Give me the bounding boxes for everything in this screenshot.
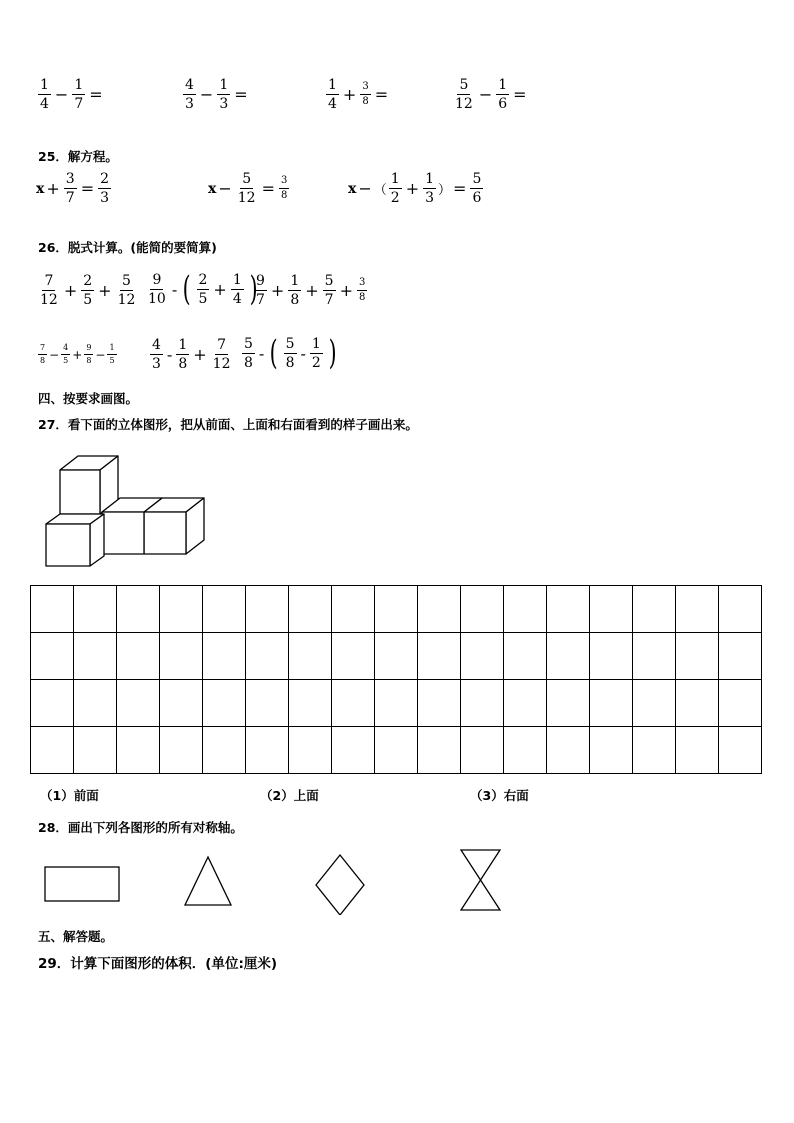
numerator: 3 xyxy=(279,176,289,189)
fraction xyxy=(284,337,297,370)
fraction xyxy=(496,78,509,111)
left-paren: ( xyxy=(182,269,191,309)
rhombus-shape xyxy=(316,855,364,915)
calc-item-2 xyxy=(181,78,250,111)
fraction xyxy=(279,176,289,201)
grid-cell[interactable] xyxy=(74,727,117,774)
equals-sign: = xyxy=(261,179,275,198)
denominator: 7 xyxy=(256,292,265,308)
numerator: 5 xyxy=(459,77,469,93)
question-28-title: 28．画出下列各图形的所有对称轴。 xyxy=(38,820,243,835)
numerator: 2 xyxy=(198,271,208,288)
grid-cell[interactable] xyxy=(590,633,633,680)
denominator: 8 xyxy=(178,356,188,372)
fraction xyxy=(84,344,93,365)
numerator: 5 xyxy=(285,335,295,352)
fraction xyxy=(150,338,163,371)
operator: − xyxy=(49,347,60,362)
fraction xyxy=(217,78,230,111)
variable-x: x xyxy=(348,180,357,197)
right-paren: ) xyxy=(328,333,337,373)
operator: + xyxy=(305,281,319,300)
operator: + xyxy=(342,85,357,104)
left-paren: （ xyxy=(373,183,387,198)
grid-cell[interactable] xyxy=(117,633,160,680)
numerator: 2 xyxy=(83,273,93,289)
calc-expression-4 xyxy=(36,344,119,365)
grid-cell[interactable] xyxy=(676,633,719,680)
denominator: 6 xyxy=(472,190,482,206)
grid-cell[interactable] xyxy=(375,586,418,633)
equals-sign: = xyxy=(453,179,467,198)
calc-item-1 xyxy=(36,78,105,111)
denominator: 8 xyxy=(362,96,369,107)
grid-cell[interactable] xyxy=(676,680,719,727)
denominator: 12 xyxy=(40,292,58,308)
numerator: 7 xyxy=(217,337,227,353)
numerator: 4 xyxy=(152,337,161,353)
grid-cell[interactable] xyxy=(289,633,332,680)
numerator: 9 xyxy=(152,271,162,288)
grid-cell[interactable] xyxy=(289,680,332,727)
calc-expression-2 xyxy=(144,269,261,309)
grid-cell[interactable] xyxy=(547,680,590,727)
grid-cell[interactable] xyxy=(160,633,203,680)
grid-cell[interactable] xyxy=(547,586,590,633)
numerator: 1 xyxy=(328,77,337,93)
denominator: 12 xyxy=(212,356,231,372)
operator: − xyxy=(218,179,232,198)
fraction xyxy=(453,78,475,111)
operator: - xyxy=(258,343,265,363)
grid-cell[interactable] xyxy=(246,727,289,774)
denominator: 8 xyxy=(86,356,92,365)
operator: − xyxy=(478,85,493,104)
rectangle-shape xyxy=(45,867,119,901)
symmetry-shapes xyxy=(40,845,510,915)
numerator: 1 xyxy=(74,77,84,93)
equals-sign: = xyxy=(89,85,103,104)
denominator: 5 xyxy=(63,356,69,365)
denominator: 7 xyxy=(324,292,334,308)
grid-cell[interactable] xyxy=(289,586,332,633)
grid-cell[interactable] xyxy=(418,727,461,774)
denominator: 7 xyxy=(74,96,84,112)
grid-cell[interactable] xyxy=(633,727,676,774)
denominator: 7 xyxy=(65,190,75,206)
equation-2 xyxy=(208,172,291,205)
denominator: 10 xyxy=(148,290,166,307)
triangle-shape xyxy=(185,857,231,905)
denominator: 3 xyxy=(219,96,229,112)
hourglass-shape xyxy=(461,850,500,910)
numerator: 1 xyxy=(232,271,242,288)
fraction xyxy=(72,78,85,111)
denominator: 2 xyxy=(390,190,400,206)
operator: − xyxy=(199,85,214,104)
grid-label-top: （2）上面 xyxy=(260,788,319,803)
grid-cell[interactable] xyxy=(418,586,461,633)
grid-cell[interactable] xyxy=(203,586,246,633)
drawing-grid[interactable] xyxy=(30,585,762,774)
fraction xyxy=(254,274,267,307)
fraction xyxy=(326,78,339,111)
calc-expression-1 xyxy=(36,274,139,307)
denominator: 12 xyxy=(237,190,256,206)
cube-side-face xyxy=(90,514,104,566)
grid-cell[interactable] xyxy=(117,727,160,774)
numerator: 9 xyxy=(84,344,93,355)
numerator: 2 xyxy=(100,171,110,187)
denominator: 8 xyxy=(40,356,46,365)
calc-item-4 xyxy=(451,78,529,111)
operator: + xyxy=(270,281,285,300)
numerator: 5 xyxy=(472,171,482,187)
fraction xyxy=(98,172,111,205)
numerator: 4 xyxy=(61,344,70,355)
fraction xyxy=(242,337,255,370)
numerator: 5 xyxy=(122,273,131,289)
numerator: 7 xyxy=(38,344,47,355)
denominator: 3 xyxy=(185,96,194,112)
cube-front-face xyxy=(102,512,144,554)
fraction xyxy=(176,338,189,371)
grid-cell[interactable] xyxy=(418,633,461,680)
numerator: 1 xyxy=(40,77,49,93)
denominator: 4 xyxy=(232,290,242,307)
denominator: 3 xyxy=(100,190,110,206)
fraction xyxy=(389,172,402,205)
grid-cell[interactable] xyxy=(676,727,719,774)
operator: + xyxy=(46,179,60,198)
grid-cell[interactable] xyxy=(203,633,246,680)
variable-x: x xyxy=(208,180,217,197)
fraction xyxy=(236,172,258,205)
right-paren: ) xyxy=(249,269,258,309)
fraction xyxy=(183,78,196,111)
numerator: 9 xyxy=(256,273,265,289)
operator: - xyxy=(166,345,173,364)
grid-cell[interactable] xyxy=(633,680,676,727)
operator: + xyxy=(193,345,207,364)
grid-cell[interactable] xyxy=(504,633,547,680)
grid-cell[interactable] xyxy=(203,727,246,774)
grid-cell[interactable] xyxy=(74,586,117,633)
equals-sign: = xyxy=(374,85,389,104)
numerator: 1 xyxy=(107,344,116,355)
grid-cell[interactable] xyxy=(375,633,418,680)
fraction xyxy=(61,344,70,365)
fraction xyxy=(38,274,60,307)
grid-cell[interactable] xyxy=(504,680,547,727)
grid-cell[interactable] xyxy=(461,680,504,727)
grid-label-right: （3）右面 xyxy=(470,788,529,803)
grid-cell[interactable] xyxy=(461,633,504,680)
denominator: 12 xyxy=(455,96,473,112)
grid-cell[interactable] xyxy=(332,586,375,633)
grid-cell[interactable] xyxy=(547,633,590,680)
grid-cell[interactable] xyxy=(74,680,117,727)
equals-sign: = xyxy=(513,85,527,104)
fraction xyxy=(146,273,168,306)
calc-expression-3 xyxy=(252,274,369,307)
grid-cell[interactable] xyxy=(332,727,375,774)
grid-cell[interactable] xyxy=(461,727,504,774)
question-25-title: 25．解方程。 xyxy=(38,149,118,164)
grid-cell[interactable] xyxy=(719,680,762,727)
fraction xyxy=(360,82,370,107)
fraction xyxy=(357,278,367,303)
denominator: 8 xyxy=(290,292,300,308)
grid-row xyxy=(31,633,762,680)
fraction xyxy=(231,273,244,306)
section-4-title: 四、按要求画图。 xyxy=(38,391,139,406)
grid-cell[interactable] xyxy=(590,680,633,727)
numerator: 5 xyxy=(324,273,334,289)
denominator: 8 xyxy=(285,354,295,371)
fraction xyxy=(211,338,233,371)
numerator: 1 xyxy=(219,77,229,93)
denominator: 4 xyxy=(328,96,337,112)
fraction xyxy=(116,274,138,307)
denominator: 5 xyxy=(198,290,208,307)
fraction xyxy=(423,172,436,205)
grid-row xyxy=(31,727,762,774)
grid-cell[interactable] xyxy=(633,586,676,633)
grid-cell[interactable] xyxy=(590,727,633,774)
cube-front-face xyxy=(144,512,186,554)
denominator: 2 xyxy=(311,354,321,371)
equation-1 xyxy=(36,172,113,205)
equals-sign: = xyxy=(234,85,248,104)
operator: + xyxy=(72,347,83,362)
fraction xyxy=(288,274,301,307)
grid-cell[interactable] xyxy=(31,586,74,633)
fraction xyxy=(81,274,94,307)
grid-cell[interactable] xyxy=(332,680,375,727)
cube-front-face xyxy=(46,524,90,566)
variable-x: x xyxy=(36,180,45,197)
denominator: 5 xyxy=(83,292,93,308)
denominator: 5 xyxy=(109,356,115,365)
section-5-title: 五、解答题。 xyxy=(38,929,114,944)
operator: − xyxy=(358,179,372,198)
operator: + xyxy=(339,281,353,300)
denominator: 12 xyxy=(117,292,136,308)
numerator: 3 xyxy=(65,171,75,187)
calc-item-3 xyxy=(324,78,390,111)
calc-expression-6 xyxy=(240,333,340,373)
grid-cell[interactable] xyxy=(246,680,289,727)
numerator: 1 xyxy=(178,337,188,353)
question-29-title: 29．计算下面图形的体积．(单位:厘米) xyxy=(38,956,278,972)
grid-cell[interactable] xyxy=(719,633,762,680)
grid-cell[interactable] xyxy=(332,633,375,680)
grid-cell[interactable] xyxy=(375,680,418,727)
grid-label-front: （1）前面 xyxy=(40,788,99,803)
numerator: 1 xyxy=(390,171,400,187)
fraction xyxy=(38,344,47,365)
grid-cell[interactable] xyxy=(461,586,504,633)
operator: + xyxy=(98,281,112,300)
grid-cell[interactable] xyxy=(31,680,74,727)
grid-cell[interactable] xyxy=(31,633,74,680)
grid-cell[interactable] xyxy=(117,586,160,633)
equals-sign: = xyxy=(80,179,95,198)
grid-cell[interactable] xyxy=(676,586,719,633)
fraction xyxy=(38,78,51,111)
grid-cell[interactable] xyxy=(504,586,547,633)
denominator: 3 xyxy=(425,190,435,206)
left-paren: ( xyxy=(269,333,278,373)
grid-cell[interactable] xyxy=(719,586,762,633)
operator: + xyxy=(213,279,227,299)
numerator: 5 xyxy=(244,335,253,352)
denominator: 3 xyxy=(152,356,161,372)
denominator: 8 xyxy=(358,292,366,303)
fraction xyxy=(470,172,483,205)
question-26-title: 26．脱式计算。(能简的要简算) xyxy=(38,240,217,255)
grid-cell[interactable] xyxy=(117,680,160,727)
grid-row xyxy=(31,586,762,633)
operator: − xyxy=(95,347,106,362)
grid-cell[interactable] xyxy=(203,680,246,727)
fraction xyxy=(64,172,77,205)
denominator: 4 xyxy=(40,96,49,112)
numerator: 7 xyxy=(44,273,54,289)
denominator: 8 xyxy=(281,190,288,201)
numerator: 5 xyxy=(242,171,252,187)
numerator: 3 xyxy=(357,278,367,291)
grid-cell[interactable] xyxy=(74,633,117,680)
grid-cell[interactable] xyxy=(504,727,547,774)
cube-figure xyxy=(40,450,210,570)
grid-cell[interactable] xyxy=(160,680,203,727)
operator: - xyxy=(300,343,306,363)
fraction xyxy=(323,274,336,307)
operator: + xyxy=(63,281,78,300)
operator: + xyxy=(405,179,420,198)
denominator: 6 xyxy=(498,96,508,112)
operator: − xyxy=(54,85,69,104)
numerator: 1 xyxy=(425,171,435,187)
equation-3 xyxy=(348,172,485,205)
grid-cell[interactable] xyxy=(246,586,289,633)
grid-cell[interactable] xyxy=(31,727,74,774)
grid-cell[interactable] xyxy=(633,633,676,680)
fraction xyxy=(197,273,210,306)
grid-cell[interactable] xyxy=(246,633,289,680)
grid-cell[interactable] xyxy=(719,727,762,774)
numerator: 1 xyxy=(498,77,508,93)
grid-cell[interactable] xyxy=(160,727,203,774)
grid-cell[interactable] xyxy=(375,727,418,774)
grid-row xyxy=(31,680,762,727)
cube-front-face xyxy=(60,470,100,514)
question-27-title: 27．看下面的立体图形，把从前面、上面和右面看到的样子画出来。 xyxy=(38,417,418,432)
denominator: 8 xyxy=(244,354,253,371)
numerator: 1 xyxy=(290,273,300,289)
fraction xyxy=(310,337,323,370)
grid-cell[interactable] xyxy=(418,680,461,727)
fraction xyxy=(107,344,116,365)
grid-cell[interactable] xyxy=(289,727,332,774)
operator: - xyxy=(171,279,178,299)
grid-cell[interactable] xyxy=(547,727,590,774)
right-paren: ） xyxy=(438,183,452,198)
grid-cell[interactable] xyxy=(160,586,203,633)
numerator: 3 xyxy=(360,82,370,95)
numerator: 1 xyxy=(311,335,321,352)
grid-cell[interactable] xyxy=(590,586,633,633)
numerator: 4 xyxy=(185,77,194,93)
calc-expression-5 xyxy=(148,338,234,371)
